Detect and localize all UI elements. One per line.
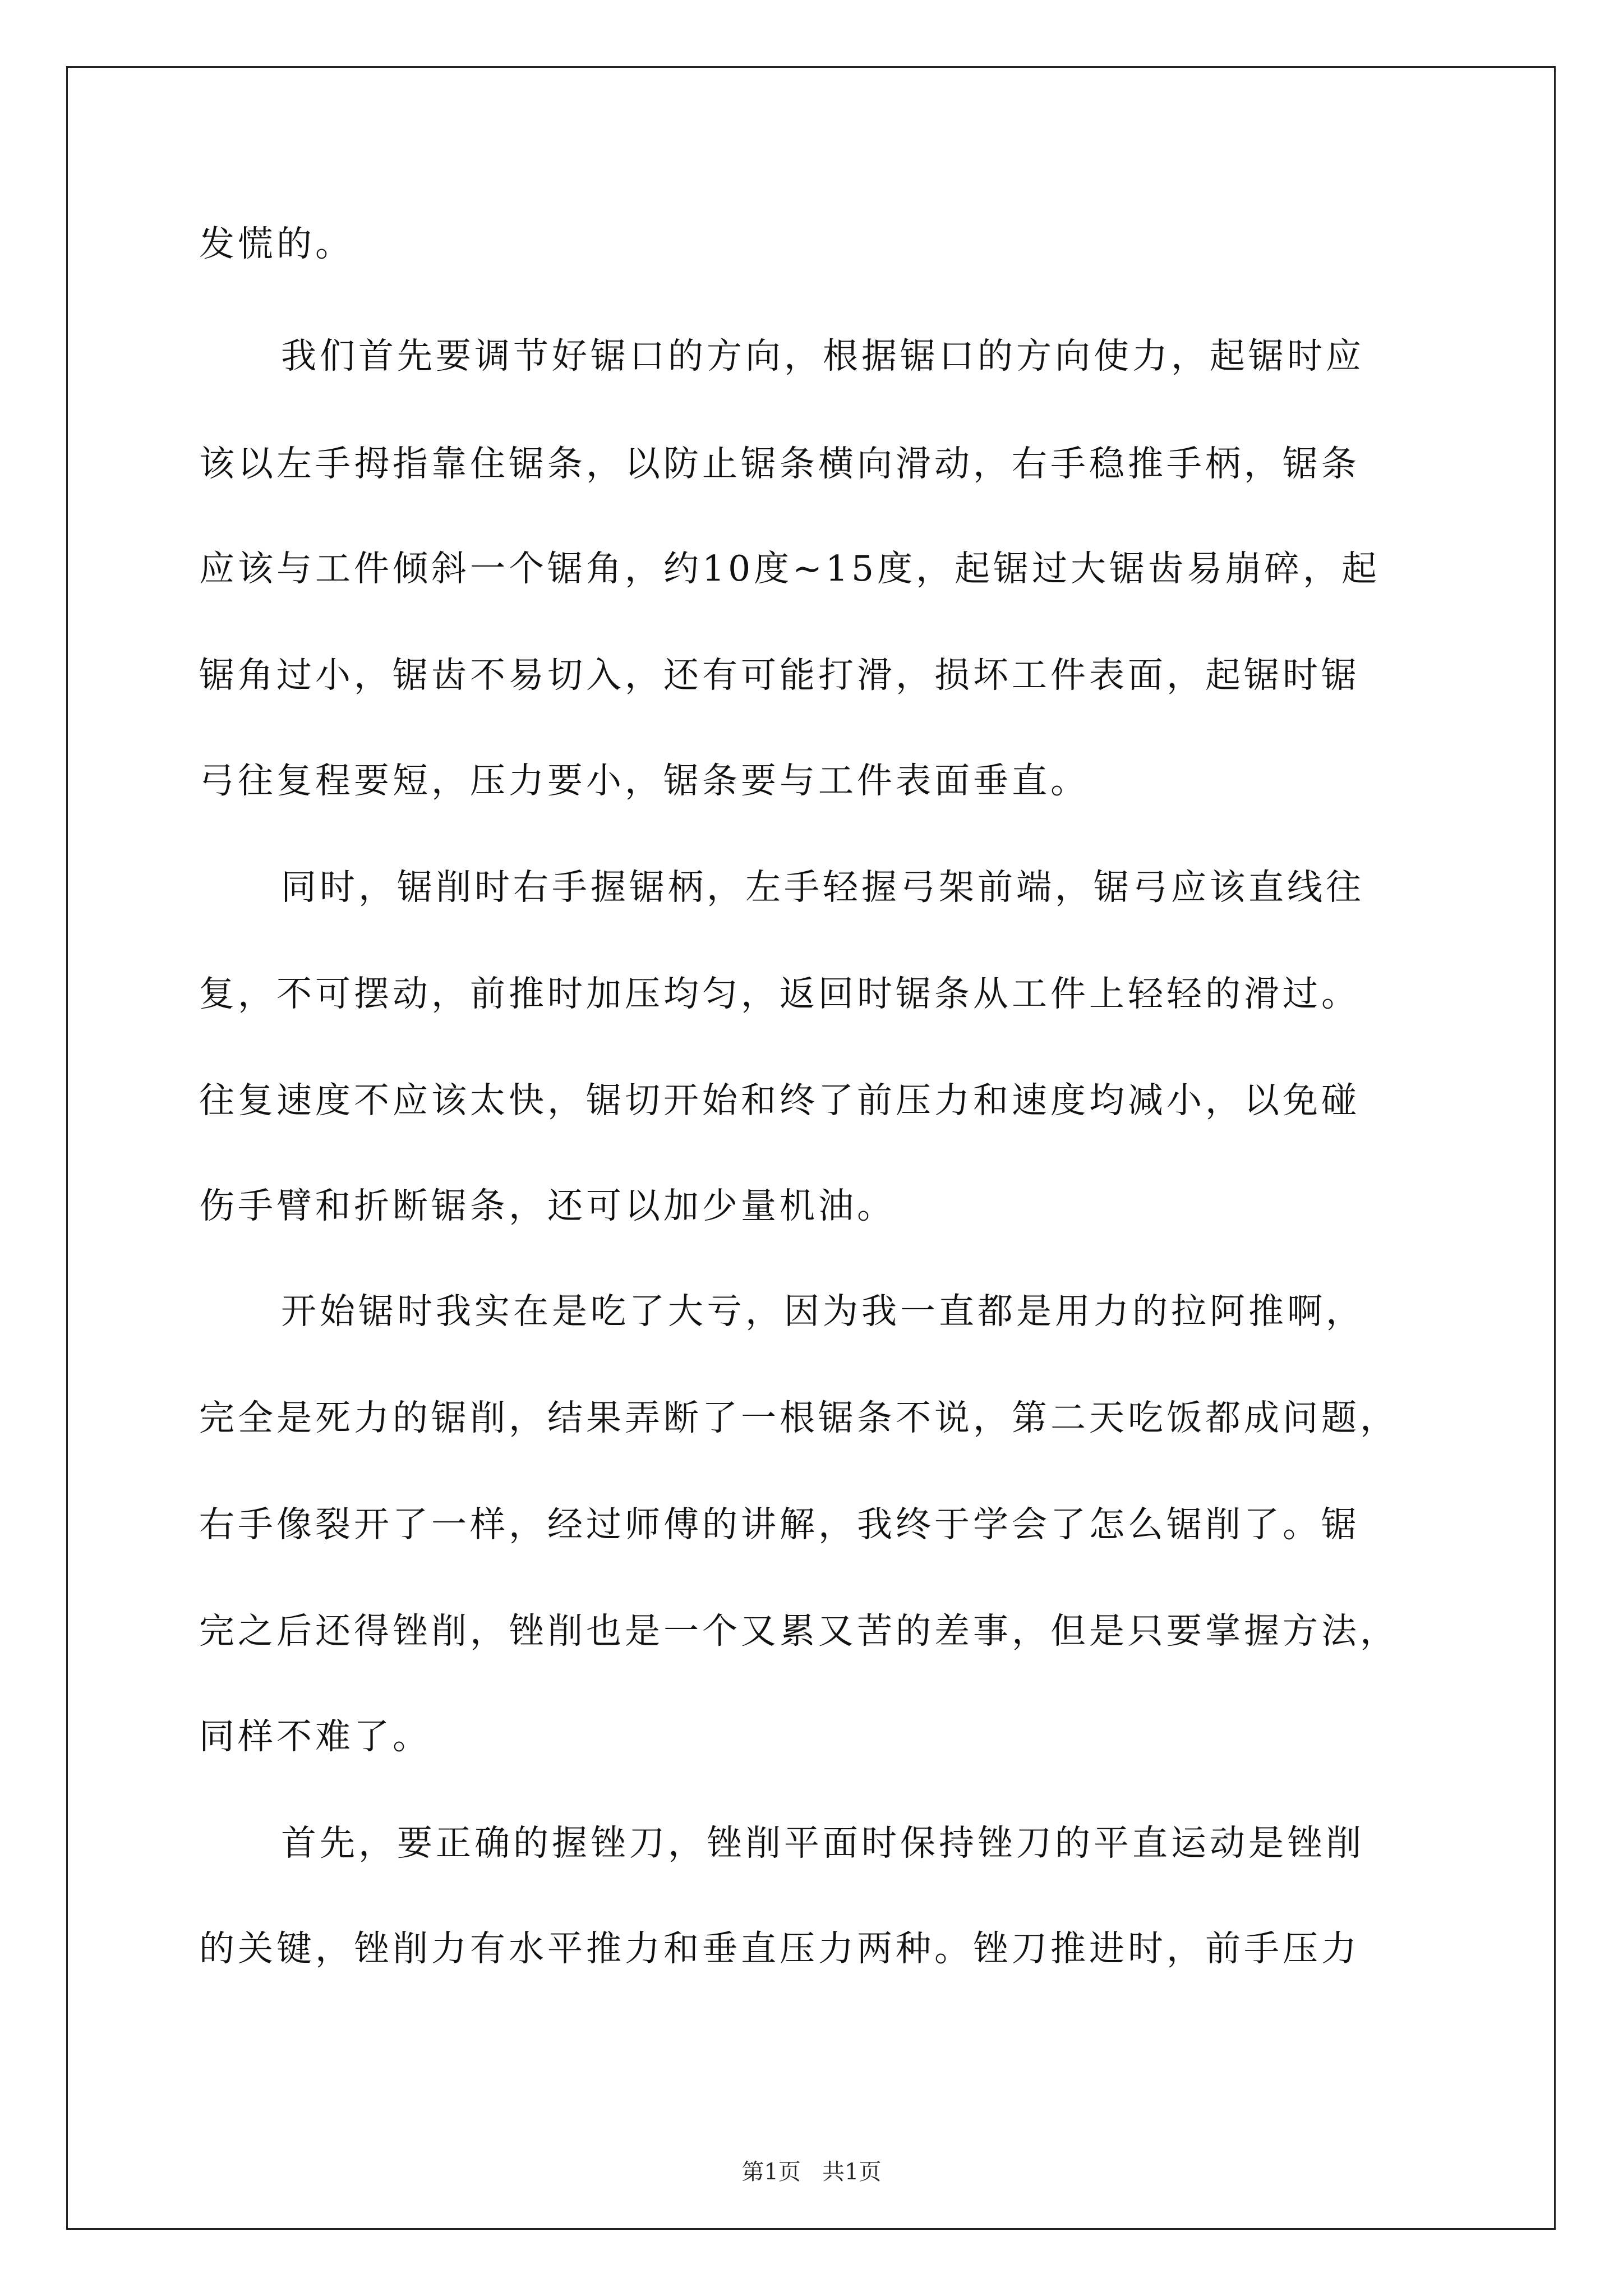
text-line: 右手像裂开了一样，经过师傅的讲解，我终于学会了怎么锯削了。锯 [199, 1504, 1360, 1545]
text-line: 该以左手拇指靠住锯条，以防止锯条横向滑动，右手稳推手柄，锯条 [199, 443, 1360, 484]
text-line: 复，不可摆动，前推时加压均匀，返回时锯条从工件上轻轻的滑过。 [199, 973, 1360, 1014]
text-line: 往复速度不应该太快，锯切开始和终了前压力和速度均减小，以免碰 [199, 1080, 1360, 1121]
text-line: 同样不难了。 [199, 1716, 431, 1757]
text-line: 伤手臂和折断锯条，还可以加少量机油。 [199, 1185, 896, 1226]
text-line: 首先，要正确的握锉刀，锉削平面时保持锉刀的平直运动是锉削 [281, 1823, 1364, 1864]
text-line: 我们首先要调节好锯口的方向，根据锯口的方向使力，起锯时应 [281, 335, 1364, 376]
text-line: 同时，锯削时右手握锯柄，左手轻握弓架前端，锯弓应该直线往 [281, 867, 1364, 908]
page-border [66, 66, 1556, 2230]
text-line: 发慌的。 [199, 223, 354, 264]
text-line: 完全是死力的锯削，结果弄断了一根锯条不说，第二天吃饭都成问题， [199, 1397, 1399, 1438]
text-line: 弓往复程要短，压力要小，锯条要与工件表面垂直。 [199, 760, 1089, 801]
text-line: 的关键，锉削力有水平推力和垂直压力两种。锉刀推进时，前手压力 [199, 1928, 1360, 1969]
text-line: 锯角过小，锯齿不易切入，还有可能打滑，损坏工件表面，起锯时锯 [199, 655, 1360, 696]
page-number: 第1页 共1页 [741, 2159, 882, 2185]
text-line: 完之后还得锉削，锉削也是一个又累又苦的差事，但是只要掌握方法， [199, 1611, 1399, 1651]
text-line: 应该与工件倾斜一个锯角，约10度~15度，起锯过大锯齿易崩碎，起 [199, 548, 1381, 589]
text-line: 开始锯时我实在是吃了大亏，因为我一直都是用力的拉阿推啊， [281, 1291, 1364, 1332]
